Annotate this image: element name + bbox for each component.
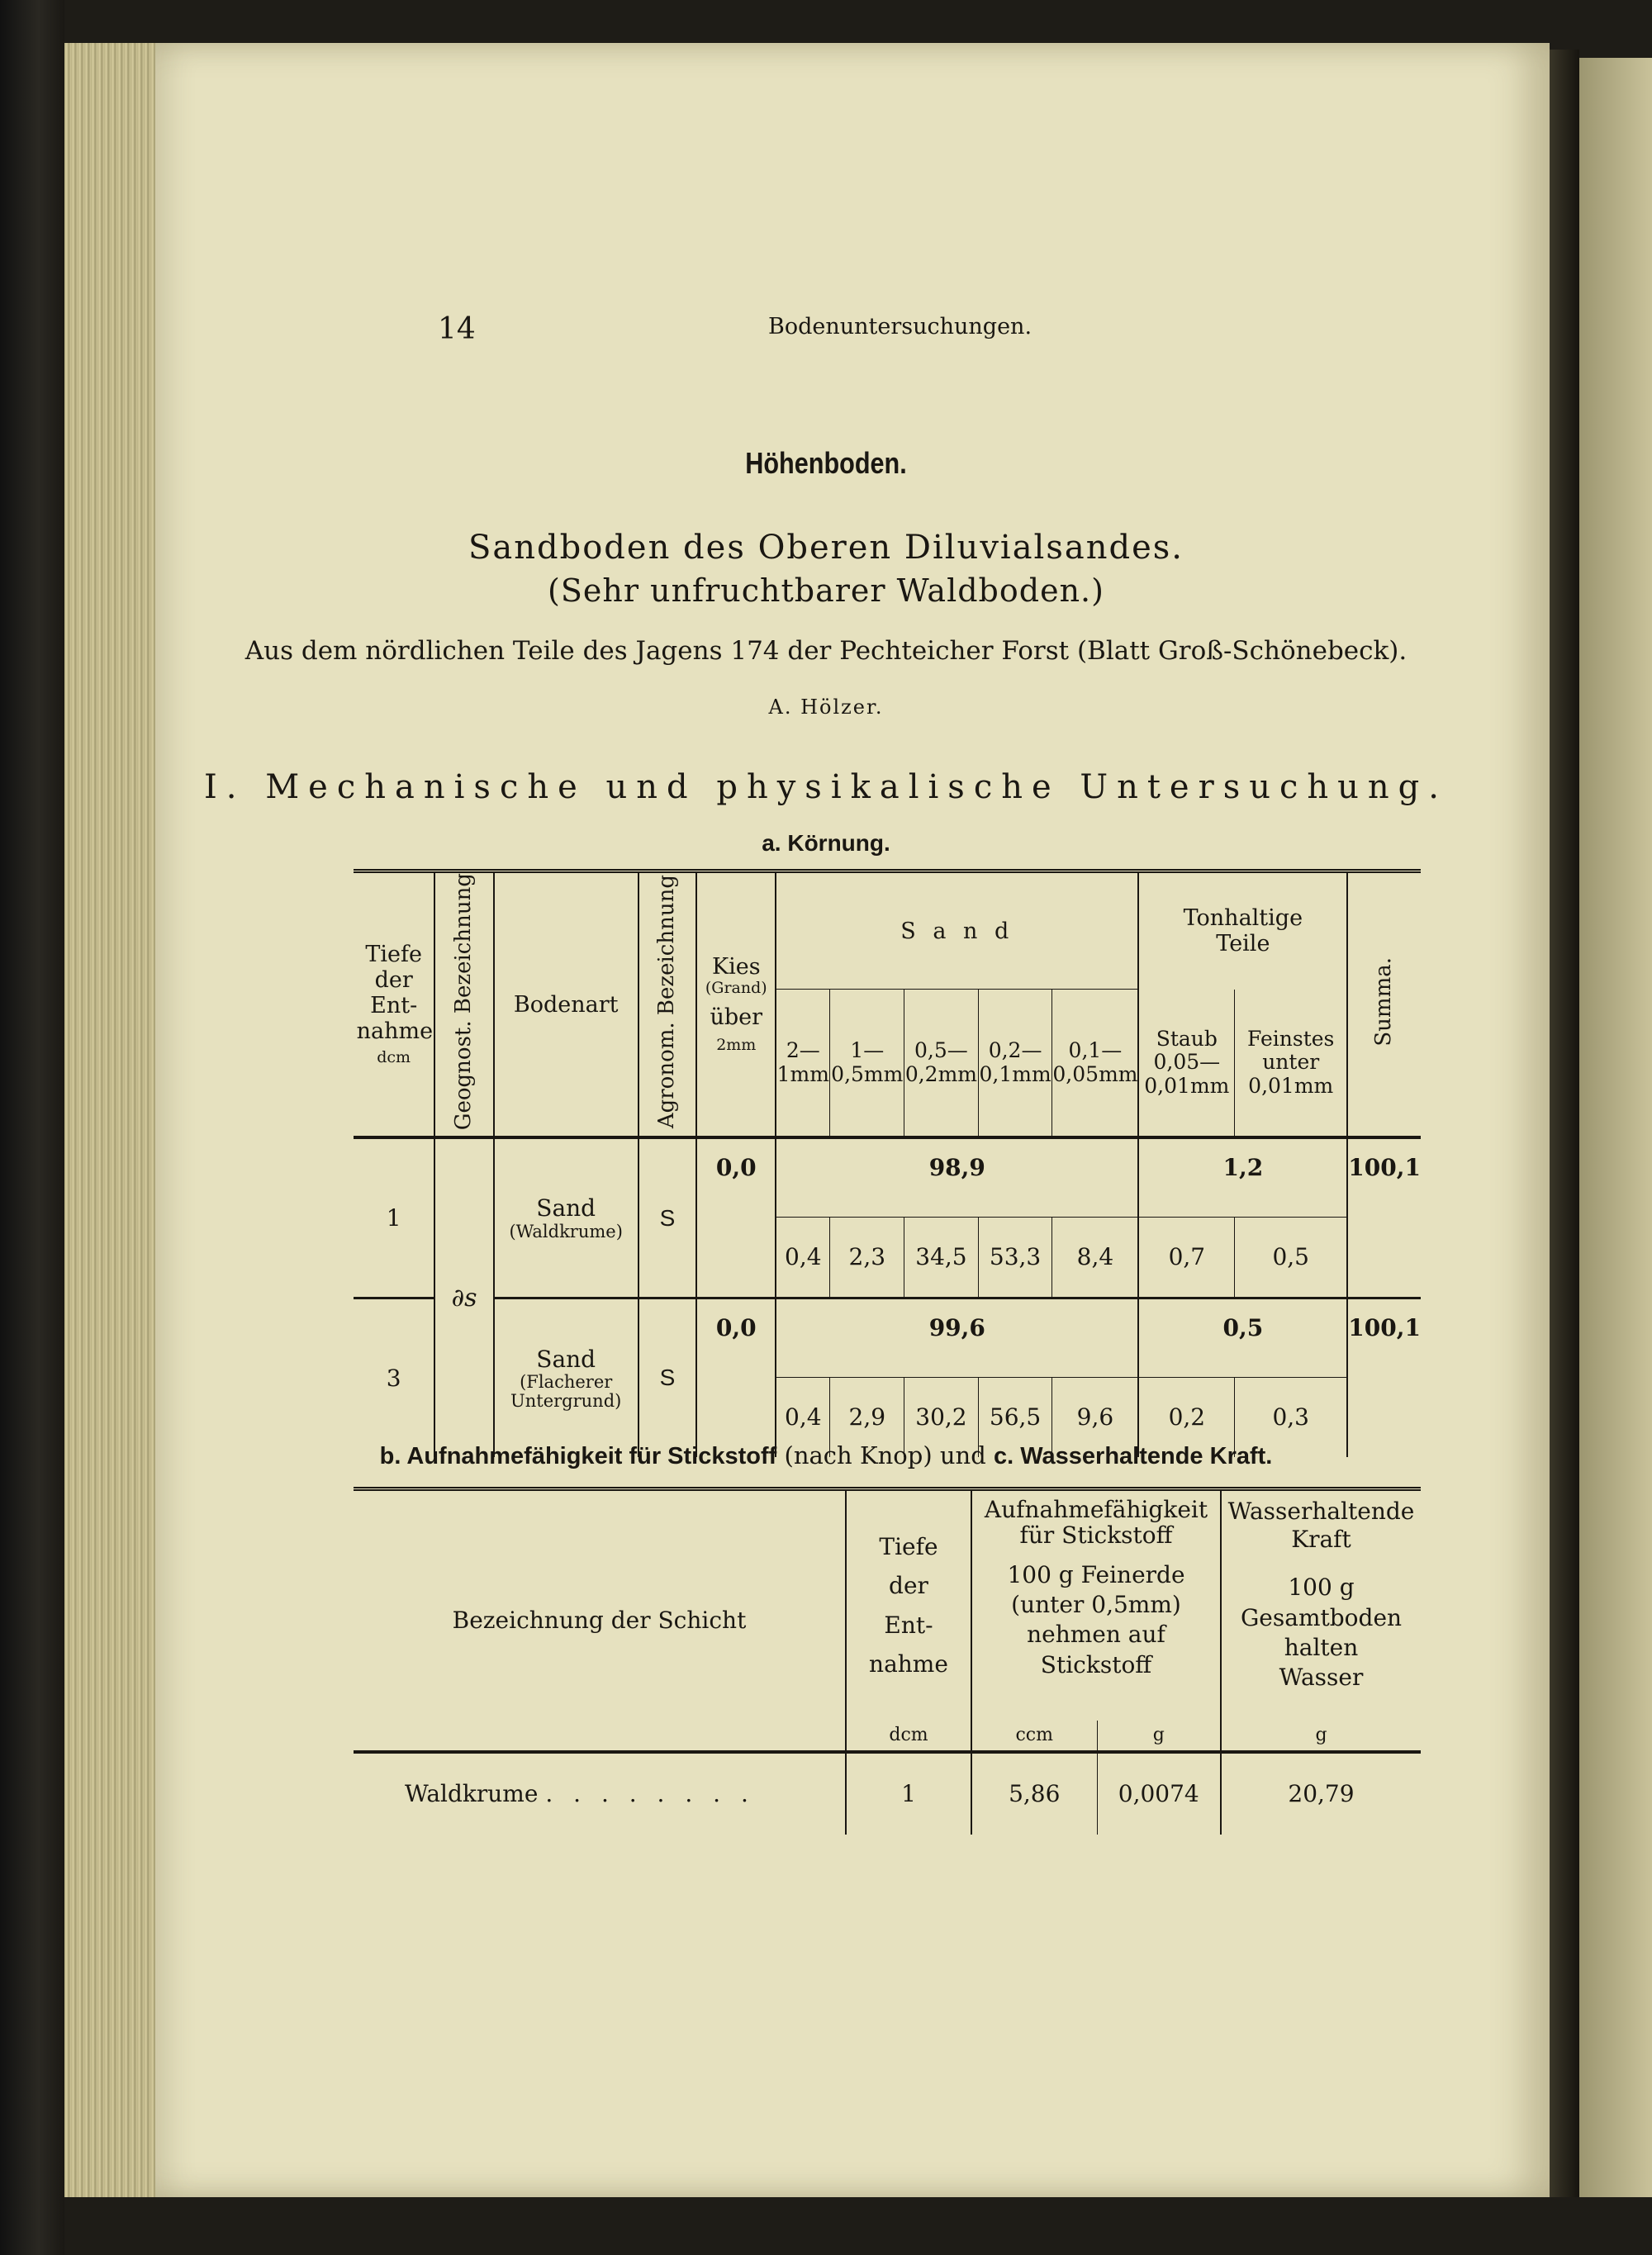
- location-line: Aus dem nördlichen Teile des Jagens 174 der Pechteicher Forst (Blatt Groß-Schönebeck).: [244, 636, 1408, 666]
- cell-sand-5: 9,6: [1052, 1377, 1139, 1457]
- subsection-bc-heading: [0, 1441, 1652, 1470]
- unit-g-wasser: g: [1221, 1721, 1421, 1752]
- cell-sand-4: 53,3: [978, 1217, 1052, 1298]
- header-tiefe: Tiefe der Ent-nahme dcm: [354, 871, 434, 1138]
- cell-kies: 0,0: [696, 1298, 776, 1377]
- cell-wasser: 20,79: [1221, 1752, 1421, 1835]
- cell-agronom: S: [638, 1137, 697, 1298]
- header-feinstes: Feinstes unter 0,01mm: [1235, 990, 1348, 1137]
- cell-feinstes: 0,3: [1235, 1377, 1348, 1457]
- header-sand-col-5: 0,1— 0,05mm: [1052, 990, 1139, 1137]
- grain-size-table: [354, 869, 1421, 1457]
- header-schicht: Bezeichnung der Schicht: [354, 1489, 846, 1752]
- subtitle-line-1: Sandboden des Oberen Diluvialsandes.: [468, 529, 1184, 567]
- cell-empty: [696, 1217, 776, 1298]
- book-spine: [0, 0, 64, 2255]
- cell-summa: 100,1: [1347, 1137, 1421, 1217]
- running-head: Bodenuntersuchungen.: [768, 314, 1032, 339]
- header-sand-col-1: 2— 1mm: [776, 990, 830, 1137]
- unit-tiefe: dcm: [846, 1721, 971, 1752]
- cell-schicht: Waldkrume . . . . . . . .: [405, 1779, 755, 1807]
- header-geognost: Geognost. Bezeichnung: [434, 871, 493, 1138]
- subsection-a-heading: a. Körnung.: [762, 830, 890, 856]
- cell-sand-2: 2,3: [830, 1217, 904, 1298]
- cell-sand-3: 30,2: [904, 1377, 979, 1457]
- cell-bodenart: Sand (Flacherer Untergrund): [494, 1298, 638, 1457]
- cell-ccm: 5,86: [971, 1752, 1097, 1835]
- book-gutter: [1550, 50, 1579, 2197]
- cell-feinstes: 0,5: [1235, 1217, 1348, 1298]
- cell-sand-5: 8,4: [1052, 1217, 1139, 1298]
- unit-g: g: [1097, 1721, 1221, 1752]
- cell-geognost: ∂s: [434, 1137, 493, 1457]
- cell-sand-1: 0,4: [776, 1217, 830, 1298]
- header-staub: Staub 0,05— 0,01mm: [1138, 990, 1234, 1137]
- header-tonhaltige: Tonhaltige Teile: [1138, 871, 1347, 990]
- cell-sand-1: 0,4: [776, 1377, 830, 1457]
- cell-kies: 0,0: [696, 1137, 776, 1217]
- header-kies: Kies (Grand) über 2mm: [696, 871, 776, 1138]
- header-tiefe: Tiefe der Ent-nahme: [846, 1489, 971, 1721]
- header-summa: Summa.: [1347, 871, 1421, 1138]
- cell-agronom: S: [638, 1298, 697, 1457]
- cell-ton-total: 1,2: [1138, 1137, 1347, 1217]
- cell-empty: [1347, 1217, 1421, 1298]
- header-sand: S a n d: [776, 871, 1138, 990]
- header-sand-col-4: 0,2— 0,1mm: [978, 990, 1052, 1137]
- author: A. Hölzer.: [768, 695, 884, 719]
- nitrogen-water-table: [354, 1487, 1421, 1835]
- cell-ton-total: 0,5: [1138, 1298, 1347, 1377]
- cell-sand-2: 2,9: [830, 1377, 904, 1457]
- page-number: 14: [438, 312, 476, 346]
- unit-ccm: ccm: [971, 1721, 1097, 1752]
- subsection-bc-middle: (nach Knop) und: [776, 1441, 994, 1469]
- page-edges: [64, 43, 157, 2197]
- cell-tiefe: 1: [386, 1204, 401, 1232]
- cell-sand-total: 98,9: [776, 1137, 1138, 1217]
- header-agronom: Agronom. Bezeichnung: [638, 871, 697, 1138]
- cell-sand-4: 56,5: [978, 1377, 1052, 1457]
- section-heading: I. Mechanische und physikalische Untersuchung.: [203, 768, 1449, 806]
- cell-summa: 100,1: [1347, 1298, 1421, 1377]
- header-bodenart: Bodenart: [494, 871, 638, 1138]
- cell-tiefe: 1: [846, 1752, 971, 1835]
- table-row: [354, 1298, 1421, 1377]
- header-sand-col-2: 1— 0,5mm: [830, 990, 904, 1137]
- table-row: [354, 1137, 1421, 1217]
- header-wasser: Wasserhaltende Kraft 100 g Gesamtboden halten Wasser: [1221, 1489, 1421, 1721]
- cell-staub: 0,2: [1138, 1377, 1234, 1457]
- next-page-edge: [1579, 58, 1652, 2197]
- cell-sand-total: 99,6: [776, 1298, 1138, 1377]
- cell-tiefe: 3: [354, 1298, 434, 1457]
- cell-g: 0,0074: [1097, 1752, 1221, 1835]
- header-aufnahme: Aufnahmefähigkeit für Stickstoff 100 g Feinerde (unter 0,5mm) nehmen auf Stickstoff: [971, 1489, 1221, 1721]
- subsection-b-label: b. Aufnahmefähigkeit für Stickstoff: [379, 1443, 777, 1469]
- cell-bodenart: Sand (Waldkrume): [494, 1137, 638, 1298]
- table-row: [354, 1752, 1421, 1835]
- cell-sand-3: 34,5: [904, 1217, 979, 1298]
- subtitle-line-2: (Sehr unfruchtbarer Waldboden.): [548, 572, 1104, 609]
- cell-staub: 0,7: [1138, 1217, 1234, 1298]
- subsection-c-label: c. Wasserhaltende Kraft.: [993, 1443, 1273, 1469]
- page-title: Höhenboden.: [745, 446, 907, 480]
- header-sand-col-3: 0,5— 0,2mm: [904, 990, 979, 1137]
